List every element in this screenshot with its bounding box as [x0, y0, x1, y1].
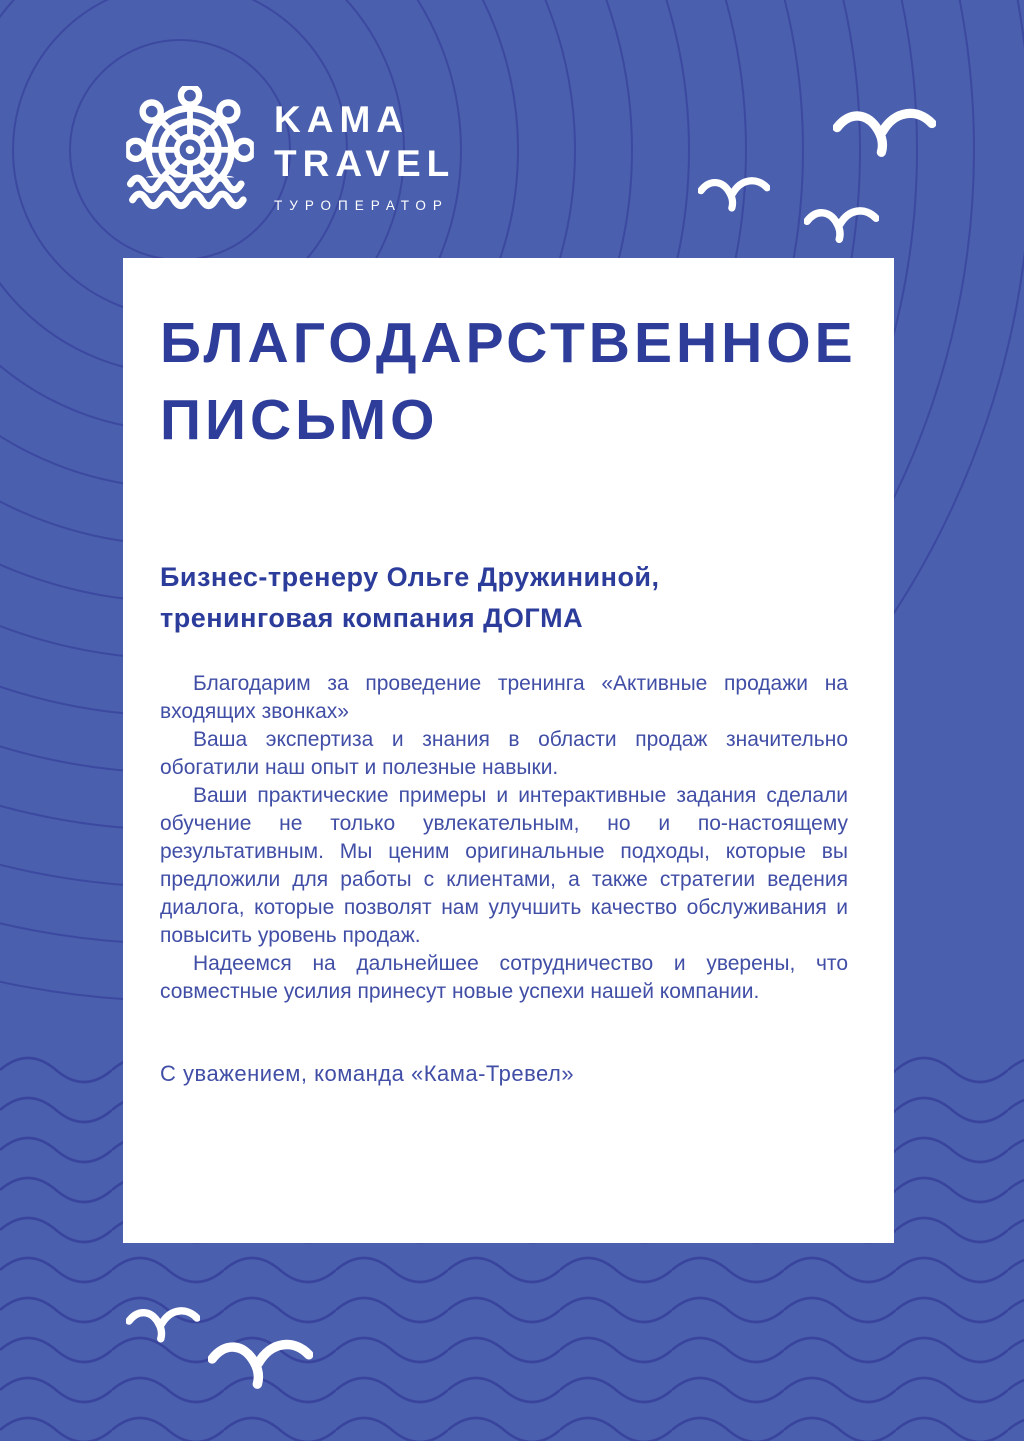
ship-helm-icon: [126, 86, 254, 235]
recipient-block: [160, 557, 848, 639]
brand-tagline: ТУРОПЕРАТОР: [274, 198, 449, 213]
letter-title-line1: БЛАГОДАРСТВЕННОЕ: [160, 311, 857, 375]
recipient-line1: Бизнес-тренеру Ольге Дружининой,: [160, 562, 660, 592]
letter-body: [160, 670, 848, 1006]
letter-paragraph: Ваши практические примеры и интерактивные задания сделали обучение не только увлекательным, но и по-настоящему результативным. Мы ценим оригинальные подходы, которые вы предложили для работы с клиентами, а также стратегии ведения диалога, которые позволят нам улучшить качество обслуживания и повысить уровень продаж.: [160, 784, 848, 947]
letter-paragraph: Благодарим за проведение тренинга «Активные продажи на входящих звонках»: [160, 672, 848, 723]
letter-title-line2: ПИСЬМО: [160, 388, 439, 452]
signature: С уважением, команда «Кама-Тревел»: [160, 1061, 575, 1086]
brand-name-line1: KAMA: [274, 99, 409, 140]
seagull-icon: [804, 207, 879, 243]
letter-title: [160, 305, 857, 459]
seagull-icon: [126, 1307, 200, 1343]
recipient-line2: тренинговая компания ДОГМА: [160, 603, 584, 633]
seagull-icon: [833, 108, 936, 157]
brand-name-line2: TRAVEL: [274, 143, 456, 184]
letter-paragraph: Надеемся на дальнейшее сотрудничество и уверены, что совместные усилия принесут новые успехи нашей компании.: [160, 952, 848, 1003]
letter-paragraph: Ваша экспертиза и знания в области продаж значительно обогатили наш опыт и полезные навыки.: [160, 728, 848, 779]
brand-logo: [126, 86, 455, 235]
seagull-icon: [208, 1339, 313, 1389]
brand-wordmark: [274, 98, 455, 235]
seagull-icon: [698, 177, 770, 212]
letter-card: [123, 258, 894, 1243]
